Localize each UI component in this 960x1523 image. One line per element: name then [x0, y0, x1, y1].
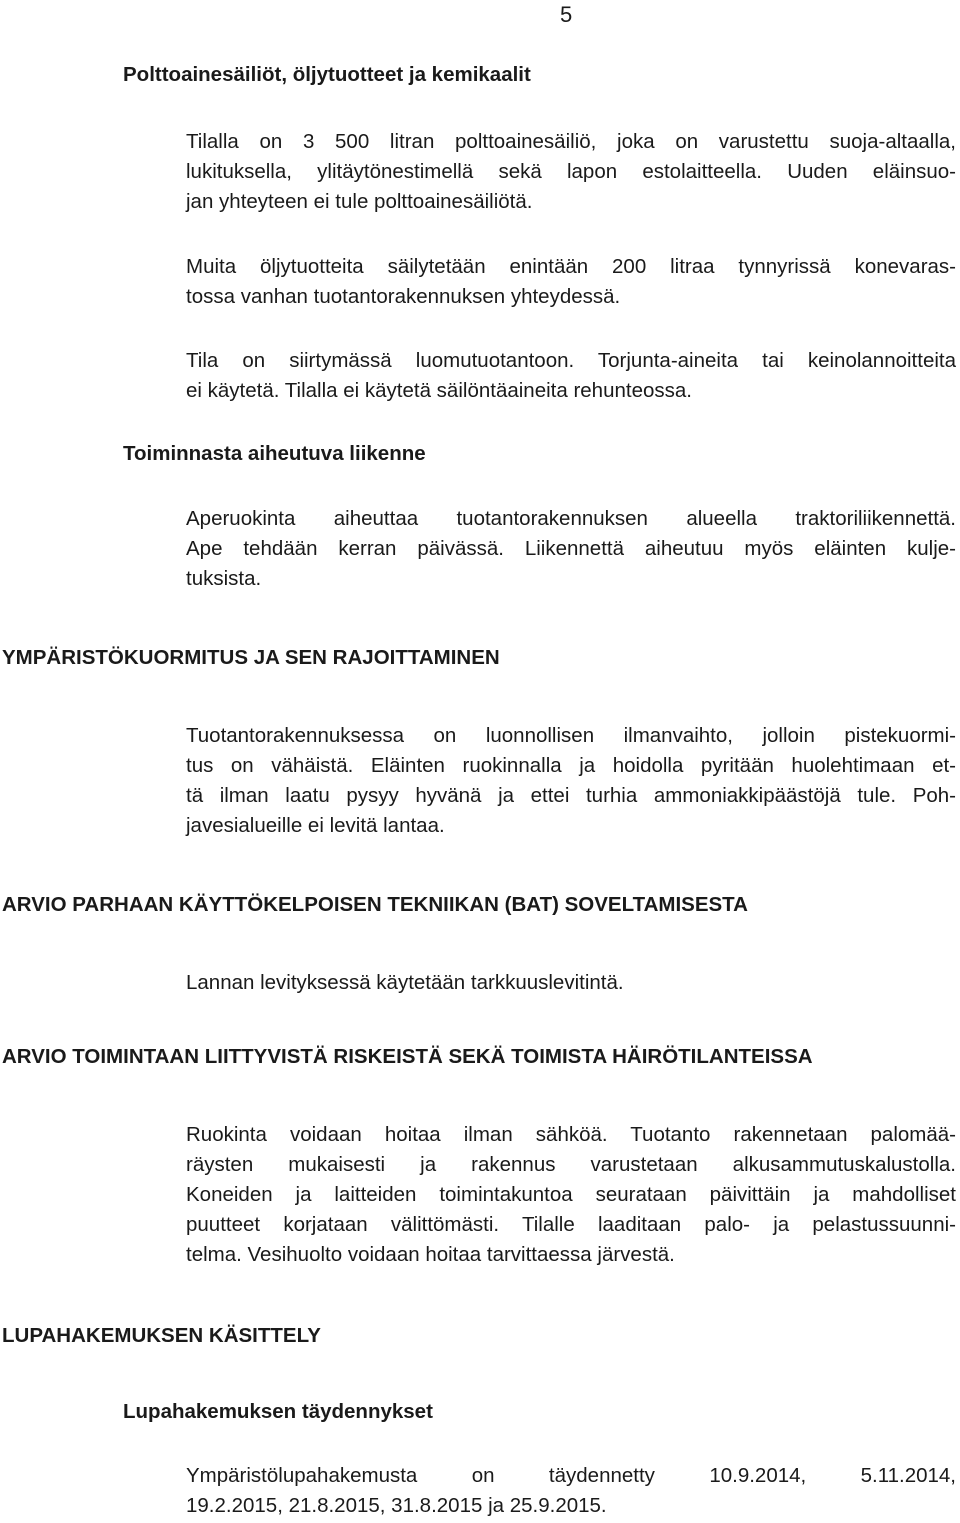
text-line: Tuotantorakennuksessa on luonnollisen ilmanvaihto, jolloin pistekuormi- [186, 724, 956, 747]
text-line: puutteet korjataan välittömästi. Tilalle laaditaan palo- ja pelastussuunni- [186, 1213, 956, 1236]
text-line: Lannan levityksessä käytetään tarkkuuslevitintä. [186, 971, 624, 994]
text-line: ei käytetä. Tilalla ei käytetä säilöntäaineita rehunteossa. [186, 379, 692, 402]
paragraph-traffic [186, 504, 956, 594]
text-line: Ympäristölupahakemusta on täydennetty 10.9.2014, 5.11.2014, [186, 1464, 956, 1487]
paragraph-risks [186, 1120, 956, 1270]
text-line: tus on vähäistä. Eläinten ruokinnalla ja hoidolla pyritään huolehtimaan et- [186, 754, 956, 777]
text-line: Tila on siirtymässä luomutuotantoon. Torjunta-aineita tai keinolannoitteita [186, 349, 956, 372]
text-line: Ape tehdään kerran päivässä. Liikennettä aiheutuu myös eläinten kulje- [186, 537, 956, 560]
text-line: räysten mukaisesti ja rakennus varustetaan alkusammutuskalustolla. [186, 1153, 956, 1176]
paragraph-oil-products [186, 252, 956, 312]
heading-bat: ARVIO PARHAAN KÄYTTÖKELPOISEN TEKNIIKAN (BAT) SOVELTAMISESTA [2, 893, 748, 916]
page-number: 5 [560, 2, 573, 27]
text-line: jan yhteyteen ei tule polttoainesäiliötä. [186, 190, 533, 213]
heading-risks: ARVIO TOIMINTAAN LIITTYVISTÄ RISKEISTÄ SEKÄ TOIMISTA HÄIRÖTILANTEISSA [2, 1045, 813, 1068]
paragraph-supplements [186, 1461, 956, 1521]
paragraph-fuel-tank [186, 127, 956, 217]
text-line: telma. Vesihuolto voidaan hoitaa tarvittaessa järvestä. [186, 1243, 675, 1266]
text-line: Muita öljytuotteita säilytetään enintään 200 litraa tynnyrissä konevaras- [186, 255, 956, 278]
paragraph-organic [186, 346, 956, 406]
text-line: javesialueille ei levitä lantaa. [186, 814, 445, 837]
text-line: tuksista. [186, 567, 262, 590]
text-line: tossa vanhan tuotantorakennuksen yhteydessä. [186, 285, 621, 308]
heading-processing: LUPAHAKEMUKSEN KÄSITTELY [2, 1324, 321, 1347]
heading-fuel-tanks: Polttoainesäiliöt, öljytuotteet ja kemikaalit [123, 63, 531, 86]
text-line: Koneiden ja laitteiden toimintakuntoa seurataan päivittäin ja mahdolliset [186, 1183, 956, 1206]
text-line: Tilalla on 3 500 litran polttoainesäiliö, joka on varustettu suoja-altaalla, [186, 130, 956, 153]
heading-environmental-load: YMPÄRISTÖKUORMITUS JA SEN RAJOITTAMINEN [2, 646, 500, 669]
text-line: tä ilman laatu pysyy hyvänä ja ettei turhia ammoniakkipäästöjä tule. Poh- [186, 784, 956, 807]
text-line: 19.2.2015, 21.8.2015, 31.8.2015 ja 25.9.2015. [186, 1494, 607, 1517]
text-line: Aperuokinta aiheuttaa tuotantorakennuksen alueella traktoriliikennettä. [186, 507, 956, 530]
text-line: lukituksella, ylitäytönestimellä sekä lapon estolaitteella. Uuden eläinsuo- [186, 160, 956, 183]
heading-traffic: Toiminnasta aiheutuva liikenne [123, 442, 426, 465]
paragraph-bat [186, 968, 956, 998]
heading-supplements: Lupahakemuksen täydennykset [123, 1400, 433, 1423]
paragraph-environmental-load [186, 721, 956, 841]
text-line: Ruokinta voidaan hoitaa ilman sähköä. Tuotanto rakennetaan palomää- [186, 1123, 956, 1146]
